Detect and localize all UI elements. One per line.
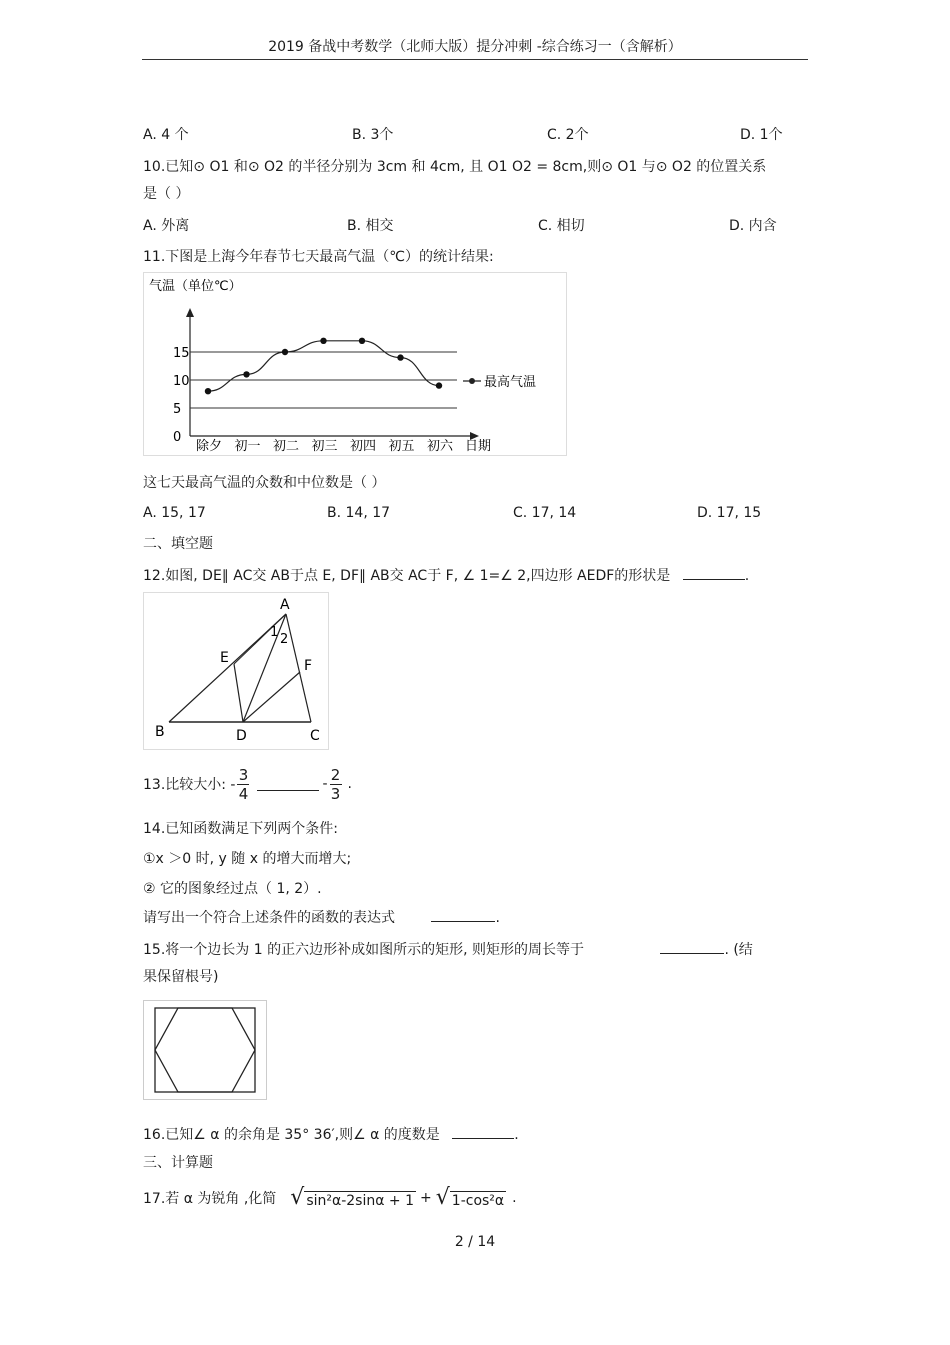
q13-f1-denominator: 4: [238, 784, 249, 803]
q13-f2-denominator: 3: [330, 784, 341, 803]
q12-text: 12.如图, DE∥ AC交 AB于点 E, DF∥ AB交 AC于 F, ∠ 1=∠ 2,四边形 AEDF的形状是: [143, 568, 671, 584]
data-point-初四: [359, 338, 365, 344]
section-calc-title: 三、计算题: [143, 1155, 213, 1171]
y-tick-label: 15: [173, 346, 190, 361]
q15-line2: 果保留根号): [143, 969, 219, 985]
x-tick-label: 初六: [427, 439, 454, 454]
q9-option-d: D. 1个: [740, 127, 783, 143]
q17-radical-1: √ sin²α-2sinα + 1: [290, 1185, 415, 1210]
y-tick-label: 10: [173, 374, 190, 389]
q15-line1: [143, 939, 753, 959]
data-point-初三: [320, 338, 326, 344]
q11-question: 这七天最高气温的众数和中位数是（ ）: [143, 475, 386, 491]
q17-end: .: [512, 1190, 517, 1206]
section-fill-in-title: 二、填空题: [143, 536, 213, 552]
q13-mid: -: [322, 776, 328, 792]
point-label-d: D: [236, 728, 247, 744]
data-point-初一: [243, 371, 249, 377]
q15-text: 15.将一个边长为 1 的正六边形补成如图所示的矩形, 则矩形的周长等于: [143, 942, 584, 958]
chart-xlabel: 日期: [465, 439, 492, 454]
header-rule: [142, 59, 808, 60]
data-point-初六: [436, 382, 442, 388]
x-tick-label: 除夕: [196, 439, 223, 454]
point-label-e: E: [220, 650, 229, 666]
x-tick-label: 初二: [273, 439, 300, 454]
q16-answer-blank[interactable]: [452, 1126, 514, 1139]
data-point-初二: [282, 349, 288, 355]
y-tick-label: 0: [173, 430, 182, 445]
q10-stem-line1: 10.已知⊙ O1 和⊙ O2 的半径分别为 3cm 和 4cm, 且 O1 O2 = 8cm,则⊙ O1 与⊙ O2 的位置关系: [143, 159, 767, 175]
legend-label: 最高气温: [484, 375, 537, 390]
q10-option-a: A. 外离: [143, 218, 190, 234]
q11-stem: 11.下图是上海今年春节七天最高气温（℃）的统计结果:: [143, 249, 494, 265]
q9-option-c: C. 2个: [547, 127, 589, 143]
q13-end: .: [347, 776, 352, 792]
angle-label-1: 1: [270, 625, 279, 640]
point-label-a: A: [280, 597, 290, 613]
data-point-初五: [397, 354, 403, 360]
q13-answer-blank[interactable]: [257, 778, 319, 791]
page-header: 2019 备战中考数学（北师大版）提分冲刺 -综合练习一（含解析）: [268, 39, 682, 55]
q11-option-a: A. 15, 17: [143, 505, 206, 521]
point-label-b: B: [155, 724, 165, 740]
x-tick-label: 初三: [311, 439, 338, 454]
q17-radical-2: √ 1-cos²α: [435, 1185, 505, 1210]
q12-figure: [143, 592, 329, 750]
q15-figure: [143, 1000, 267, 1100]
q14-line2: ①x ＞0 时, y 随 x 的增大而增大;: [143, 851, 352, 867]
q12-stem: 12.如图, DE∥ AC交 AB于点 E, DF∥ AB交 AC于 F, ∠ 1=∠ 2,四边形 AEDF的形状是 .: [143, 568, 750, 584]
angle-label-2: 2: [280, 632, 289, 647]
data-point-除夕: [205, 388, 211, 394]
q15-figure-frame: [144, 1001, 267, 1100]
x-tick-label: 初五: [388, 439, 415, 454]
q14-line3: ② 它的图象经过点（ 1, 2）.: [143, 881, 322, 897]
q13-prefix: 13.比较大小: -: [143, 777, 236, 793]
q10-option-c: C. 相切: [538, 218, 585, 234]
q13-f1-numerator: 3: [238, 765, 249, 784]
q9-option-a: A. 4 个: [143, 127, 189, 143]
chart-frame: [144, 273, 567, 456]
q10-option-d: D. 内含: [729, 218, 777, 234]
q10-stem-line2: 是（ ）: [143, 186, 190, 202]
q17-stem: [143, 1180, 517, 1216]
q14-answer-blank[interactable]: [431, 909, 495, 922]
page-number: 2 / 14: [454, 1234, 496, 1250]
temperature-chart: [143, 272, 567, 456]
q12-figure-frame: [144, 593, 329, 750]
x-tick-label: 初一: [234, 439, 261, 454]
q11-option-b: B. 14, 17: [327, 505, 391, 521]
q14-text: 请写出一个符合上述条件的函数的表达式: [143, 910, 395, 926]
q16-stem: 16.已知∠ α 的余角是 35° 36′,则∠ α 的度数是 .: [143, 1127, 519, 1143]
q15-answer-blank[interactable]: [660, 941, 724, 954]
q12-answer-blank[interactable]: [683, 567, 745, 580]
q15-tail: . (结: [724, 942, 753, 958]
q17-text: 17.若 α 为锐角 ,化简: [143, 1191, 277, 1207]
q16-text: 16.已知∠ α 的余角是 35° 36′,则∠ α 的度数是: [143, 1127, 440, 1143]
q14-line4: 请写出一个符合上述条件的函数的表达式 .: [143, 910, 500, 926]
q13-fraction-1: [237, 767, 249, 802]
legend-marker: [469, 378, 475, 384]
q13-fraction-2: [330, 767, 342, 802]
q13-stem: [143, 764, 352, 804]
q14-line1: 14.已知函数满足下列两个条件:: [143, 821, 338, 837]
q11-option-d: D. 17, 15: [697, 505, 762, 521]
q17-plus: +: [420, 1190, 432, 1206]
point-label-c: C: [310, 728, 320, 744]
q10-option-b: B. 相交: [347, 218, 394, 234]
q13-f2-numerator: 2: [330, 765, 341, 784]
q9-option-b: B. 3个: [352, 127, 394, 143]
y-tick-label: 5: [173, 402, 182, 417]
x-tick-label: 初四: [350, 439, 377, 454]
q11-option-c: C. 17, 14: [513, 505, 577, 521]
chart-ylabel: 气温（单位℃）: [149, 279, 242, 294]
point-label-f: F: [304, 658, 313, 674]
